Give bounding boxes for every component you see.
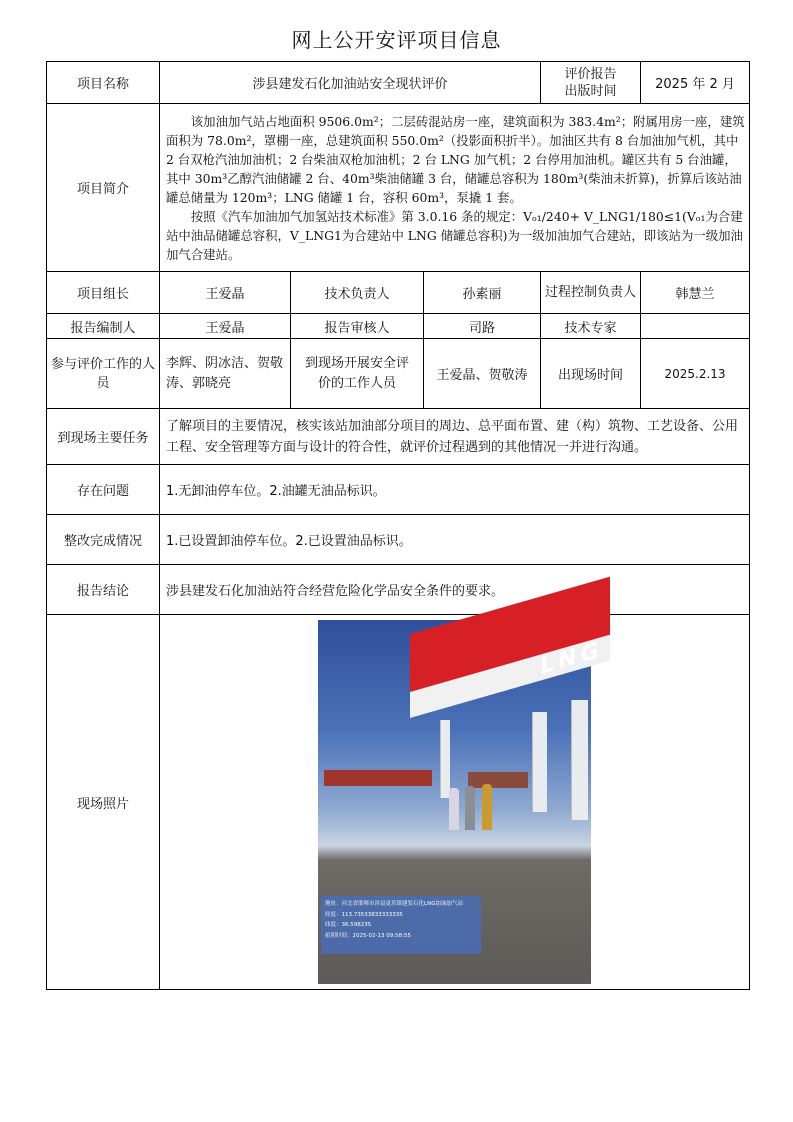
person-2 (465, 786, 475, 830)
watermark-latitude: 纬度：36.598235 (325, 922, 372, 928)
site-photo (318, 620, 603, 984)
report-row (47, 314, 750, 339)
canopy-pillar-right (532, 712, 547, 812)
project-name-value: 涉县建发石化加油站安全现状评价 (160, 62, 541, 104)
tech-lead-value: 孙素丽 (424, 272, 541, 314)
project-intro-text (160, 104, 750, 272)
project-name-label: 项目名称 (47, 62, 160, 104)
page-title: 网上公开安评项目信息 (291, 28, 502, 52)
publish-date-label-line1: 评价报告 (564, 66, 617, 82)
issues-value: 1.无卸油停车位。2.油罐无油品标识。 (160, 465, 750, 515)
person-3 (482, 784, 492, 830)
report-author-label: 报告编制人 (47, 314, 160, 339)
parked-trucks (324, 770, 432, 786)
onsite-staff-label: 到现场开展安全评价的工作人员 (291, 339, 424, 409)
team-row (47, 272, 750, 314)
project-intro-row (47, 104, 750, 272)
participants-row (47, 339, 750, 409)
issues-row (47, 465, 750, 515)
publish-date-label (541, 62, 641, 104)
photo-watermark (321, 896, 481, 954)
intro-paragraph-1: 该加油加气站占地面积 9506.0m²；二层砖混站房一座，建筑面积为 383.4m²；附属用房一座，建筑面积为 78.0m²，罩棚一座，总建筑面积 550.0m²（投影面积折半）。加油区共有 8 台加油加气机，其中 2 台双枪汽油加油机；2 台柴油双枪加油机；2 台 LNG 加气机；2 台停用加油机。罐区共有 5 台油罐，其中 30m³乙醇汽油储罐 2 台、40m³柴油储罐 3 台，储罐总容积为 180m³(柴油未折算)，折算后该站油罐总储量为 120m³；LNG 储罐 1 台，容积 60m³，泵撬 1 套。 (166, 113, 745, 205)
watermark-address: 地址：河北省邯郸市涉县更乐镇建发石化LNG加油加气站 (325, 901, 463, 907)
project-info-table (46, 61, 750, 990)
participants-label: 参与评价工作的人员 (47, 339, 160, 409)
conclusion-row (47, 565, 750, 615)
process-control-label: 过程控制负责人 (541, 272, 641, 314)
watermark-time: 拍照时间：2025-02-13 09:58:55 (325, 932, 411, 939)
conclusion-value: 涉县建发石化加油站符合经营危险化学品安全条件的要求。 (160, 565, 750, 615)
watermark-longitude: 经度：113.73533833333335 (325, 911, 403, 918)
conclusion-label: 报告结论 (47, 565, 160, 615)
photo-row (47, 615, 750, 990)
tech-expert-label: 技术专家 (541, 314, 641, 339)
intro-paragraph-2: 按照《汽车加油加气加氢站技术标准》第 3.0.16 条的规定：Vₒ₁/240+ V_LNG1/180≤1(Vₒ₁为合建站中油品储罐总容积，V_LNG1为合建站中 LNG 储罐总容积)为一级加油加气合建站，即该站为一级加油加气合建站。 (166, 208, 743, 262)
tasks-label: 到现场主要任务 (47, 409, 160, 465)
project-name-row (47, 62, 750, 104)
participants-value: 李辉、阴冰洁、贺敬涛、郭晓亮 (160, 339, 291, 409)
canopy-pillar-left (440, 720, 450, 798)
project-intro-label: 项目简介 (47, 104, 160, 272)
canopy-pillar-far (571, 700, 588, 820)
publish-date-value: 2025 年 2 月 (641, 62, 750, 104)
onsite-staff-value: 王爱晶、贺敬涛 (424, 339, 541, 409)
publish-date-label-line2: 出版时间 (564, 83, 617, 99)
onsite-time-label: 出现场时间 (541, 339, 641, 409)
onsite-time-value: 2025.2.13 (641, 339, 750, 409)
rectify-label: 整改完成情况 (47, 515, 160, 565)
tech-expert-value (641, 314, 750, 339)
report-author-value: 王爱晶 (160, 314, 291, 339)
tasks-row (47, 409, 750, 465)
tech-lead-label: 技术负责人 (291, 272, 424, 314)
photo-label: 现场照片 (47, 615, 160, 990)
rectify-value: 1.已设置卸油停车位。2.已设置油品标识。 (160, 515, 750, 565)
canopy-sign: LNG (540, 637, 603, 680)
rectify-row (47, 515, 750, 565)
tasks-value: 了解项目的主要情况，核实该站加油部分项目的周边、总平面布置、建（构）筑物、工艺设备、公用工程、安全管理等方面与设计的符合性，就评价过程遇到的其他情况一并进行沟通。 (160, 409, 750, 465)
report-reviewer-label: 报告审核人 (291, 314, 424, 339)
process-control-value: 韩慧兰 (641, 272, 750, 314)
team-leader-label: 项目组长 (47, 272, 160, 314)
issues-label: 存在问题 (47, 465, 160, 515)
report-reviewer-value: 司路 (424, 314, 541, 339)
team-leader-value: 王爱晶 (160, 272, 291, 314)
parked-trucks-2 (468, 772, 528, 788)
person-1 (449, 788, 459, 830)
photo-cell (160, 615, 750, 990)
